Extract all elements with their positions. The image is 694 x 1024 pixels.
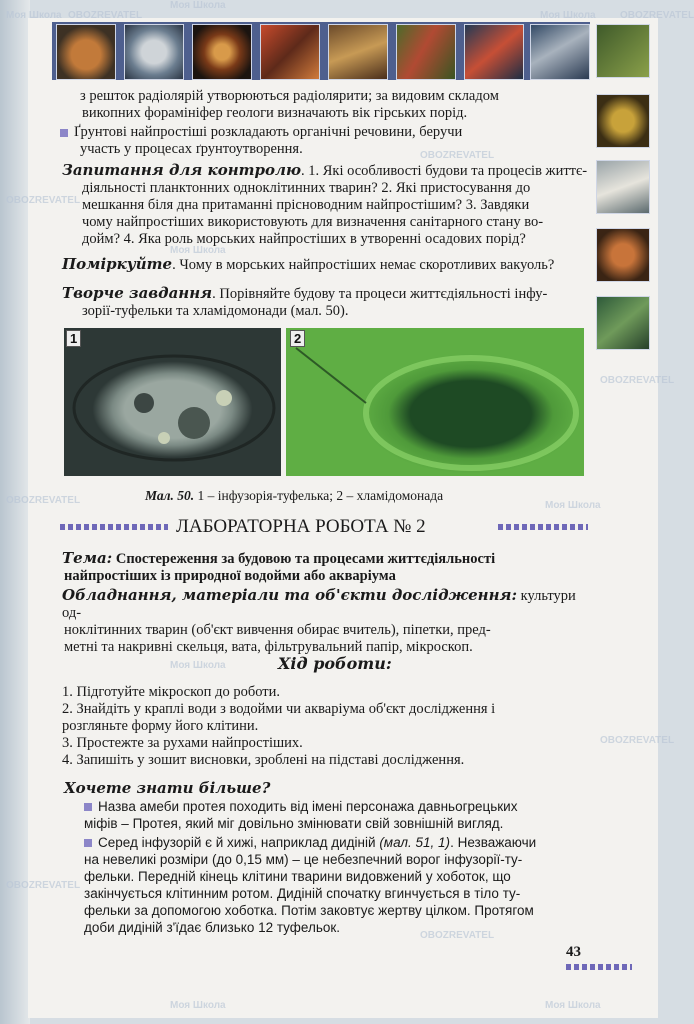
bullet-icon <box>60 129 68 137</box>
text-line: Спостереження за будовою та процесами життєдіяльності <box>112 551 496 567</box>
text-line: . Порівняйте будову та процеси життєдіяльності інфу- <box>212 286 548 302</box>
questions-block <box>62 162 592 248</box>
thumb-image-8 <box>530 24 590 80</box>
side-image-2 <box>596 94 650 148</box>
figure-caption <box>145 487 565 504</box>
questions-heading: Запитання для контролю <box>62 161 301 179</box>
thumb-image-6 <box>396 24 456 80</box>
thumb-image-7 <box>464 24 524 80</box>
page-gutter <box>0 0 30 1024</box>
figure-label-1: 1 <box>66 330 81 347</box>
text-line: фельки. Передній кінець клітини тварини видовжений у хоботок, що <box>84 869 511 884</box>
thumb-image-5 <box>328 24 388 80</box>
watermark: OBOZREVATEL <box>6 495 81 506</box>
text-line: участь у процесах ґрунтоутворення. <box>80 141 303 157</box>
more-item-amoeba <box>84 798 594 832</box>
text-line: фельки за допомогою хоботка. Потім заковтує жертву цілком. Протягом <box>84 903 534 918</box>
text-line: найпростіших із природної водойми або акваріума <box>64 568 396 584</box>
step-item: 4. Запишіть у зошит висновки, зроблені на підставі дослідження. <box>62 752 465 768</box>
lab-topic <box>62 550 592 585</box>
watermark: Моя Школа <box>6 10 62 21</box>
decor-dots-right <box>498 524 588 530</box>
bullet-icon <box>84 803 92 811</box>
figure-chlamydomonas-photo <box>286 328 584 476</box>
chlamydomonas-illustration <box>286 328 584 476</box>
more-heading: Хочете знати більше? <box>64 779 271 797</box>
watermark: OBOZREVATEL <box>6 195 81 206</box>
text-line: ноклітинних тварин (об'єкт вивчення обирає вчитель), піпетки, пред- <box>64 622 491 638</box>
figure-paramecium-photo <box>64 328 281 476</box>
watermark: Моя Школа <box>170 1000 226 1011</box>
figure-reference: (мал. 51, 1) <box>379 835 451 850</box>
watermark: OBOZREVATEL <box>620 10 694 21</box>
watermark: OBOZREVATEL <box>600 375 675 386</box>
text-line: метні та накривні скельця, вата, фільтрувальний папір, мікроскоп. <box>64 639 473 655</box>
page-number-dots <box>566 964 632 970</box>
step-item: розгляньте форму його клітини. <box>62 718 259 734</box>
text-line: викопних форамініфер геологи визначають вік гірських порід. <box>82 105 468 121</box>
watermark: Моя Школа <box>170 660 226 671</box>
text-line: мешкання біля дна притаманні прісноводним найпростішим? 3. Завдяки <box>82 197 530 213</box>
lab-equipment <box>62 587 592 656</box>
text-line: дойм? 4. Яка роль морських найпростіших в утворенні осадових порід? <box>82 231 526 247</box>
text-line: культури од- <box>62 588 576 621</box>
watermark: Моя Школа <box>545 500 601 511</box>
bullet-icon <box>84 839 92 847</box>
caption-ref: Мал. 50. <box>145 488 195 503</box>
text-line: чому найпростіших використовують для визначення санітарного стану во- <box>82 214 544 230</box>
side-image-4 <box>596 228 650 282</box>
watermark: Моя Школа <box>170 245 226 256</box>
text-line: на невеликі розміри (до 0,15 мм) – це небезпечний ворог інфузорії-ту- <box>84 852 523 867</box>
more-item-didinium <box>84 834 594 936</box>
thumb-image-3 <box>192 24 252 80</box>
text-line: . Незважаючи <box>450 835 537 850</box>
watermark: OBOZREVATEL <box>600 735 675 746</box>
thumb-image-1 <box>56 24 116 80</box>
text-line: Серед інфузорій є й хижі, наприклад дидіній <box>98 835 380 850</box>
text-line: діяльності планктонних одноклітинних тварин? 2. Які пристосування до <box>82 180 531 196</box>
text-line: закінчується клітинним ротом. Дидіній спочатку вгинчується в тіло ту- <box>84 886 521 901</box>
text-line: зорії-туфельки та хламідомонади (мал. 50). <box>82 303 349 319</box>
watermark: OBOZREVATEL <box>6 880 81 891</box>
procedure-steps <box>62 684 592 769</box>
creative-block <box>62 285 592 320</box>
watermark: Моя Школа <box>540 10 596 21</box>
watermark: Моя Школа <box>170 0 226 11</box>
side-image-1 <box>596 24 650 78</box>
creative-heading: Творче завдання <box>62 284 213 302</box>
step-item: 1. Підготуйте мікроскоп до роботи. <box>62 684 280 700</box>
watermark: OBOZREVATEL <box>420 930 495 941</box>
paragraph-radiolarians <box>80 88 590 122</box>
paragraph-soil-protists <box>60 124 590 158</box>
paramecium-illustration <box>64 328 281 476</box>
procedure-heading: Хід роботи: <box>278 654 392 673</box>
text-line: доби дидіній з'їдає близько 12 туфельок. <box>84 920 341 935</box>
lab-title: ЛАБОРАТОРНА РОБОТА № 2 <box>176 516 426 537</box>
text-line: . 1. Які особливості будови та процесів життє- <box>301 163 588 179</box>
side-image-3 <box>596 160 650 214</box>
page-number: 43 <box>566 944 581 960</box>
text-line: Назва амеби протея походить від імені персонажа давньогрецьких <box>98 799 518 814</box>
thumb-image-2 <box>124 24 184 80</box>
topic-heading: Тема: <box>62 549 113 567</box>
equipment-heading: Обладнання, матеріали та об'єкти дослідження: <box>62 586 518 604</box>
decor-dots-left <box>60 524 168 530</box>
text-line: з решток радіолярій утворюються радіолярити; за видовим складом <box>80 88 499 104</box>
text-line: . Чому в морських найпростіших немає скоротливих вакуоль? <box>172 257 555 273</box>
text-line: Ґрунтові найпростіші розкладають органічні речовини, беручи <box>74 124 463 140</box>
watermark: Моя Школа <box>545 1000 601 1011</box>
caption-text: 1 – інфузорія-туфелька; 2 – хламідомонада <box>194 488 444 503</box>
step-item: 2. Знайдіть у краплі води з водойми чи акваріума об'єкт дослідження і <box>62 701 496 717</box>
step-item: 3. Простежте за рухами найпростіших. <box>62 735 303 751</box>
text-line: міфів – Протея, який міг довільно змінювати свій зовнішній вигляд. <box>84 816 504 831</box>
think-heading: Поміркуйте <box>62 255 173 273</box>
watermark: OBOZREVATEL <box>420 150 495 161</box>
think-block <box>62 256 592 274</box>
watermark: OBOZREVATEL <box>68 10 143 21</box>
side-image-5 <box>596 296 650 350</box>
thumb-image-4 <box>260 24 320 80</box>
figure-label-2: 2 <box>290 330 305 347</box>
